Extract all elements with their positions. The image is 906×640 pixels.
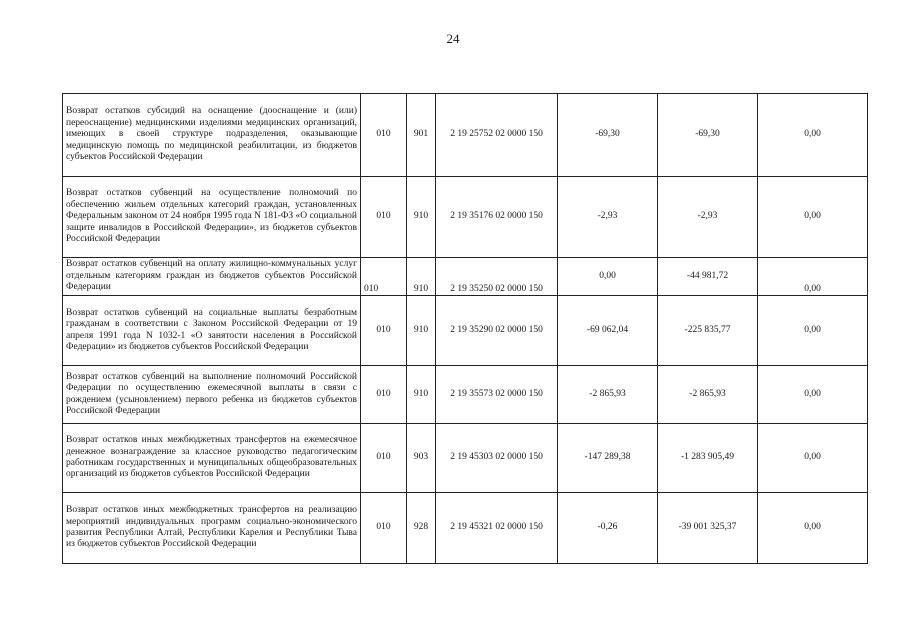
table-row: [63, 94, 868, 177]
section-code: 010: [361, 177, 407, 258]
budget-class-code: 2 19 35250 02 0000 150: [436, 258, 558, 296]
budget-class-code: 2 19 45303 02 0000 150: [436, 424, 558, 493]
table-row: [63, 296, 868, 366]
budget-class-code: 2 19 35176 02 0000 150: [436, 177, 558, 258]
amount-col2: -44 981,72: [658, 258, 758, 296]
section-code: 010: [361, 493, 407, 564]
amount-col2: -2 865,93: [658, 366, 758, 424]
row-description: Возврат остатков субвенций на оплату жилищно-коммунальных услуг отдельным категориям граждан из бюджетов субъектов Российской Федерации: [63, 258, 361, 296]
section-code: 010: [361, 366, 407, 424]
budget-class-code: 2 19 25752 02 0000 150: [436, 94, 558, 177]
row-description: Возврат остатков субсидий на оснащение (дооснащение и (или) переоснащение) медицинскими изделиями медицинских организаций, имеющих в своей структуре подразделения, оказывающие медицинскую помощь по медицинской реабилитации, из бюджетов субъектов Российской Федерации: [63, 94, 361, 177]
amount-col1: -2 865,93: [558, 366, 658, 424]
amount-col2: -225 835,77: [658, 296, 758, 366]
amount-col3: 0,00: [758, 424, 868, 493]
budget-class-code: 2 19 35573 02 0000 150: [436, 366, 558, 424]
amount-col2: -2,93: [658, 177, 758, 258]
amount-col1: -147 289,38: [558, 424, 658, 493]
section-code: 010: [361, 424, 407, 493]
amount-col1: -69 062,04: [558, 296, 658, 366]
amount-col1: -2,93: [558, 177, 658, 258]
row-description: Возврат остатков субвенций на осуществление полномочий по обеспечению жильем отдельных категорий граждан, установленных Федеральным законом от 24 ноября 1995 года N 181-ФЗ «О социальной защите инвалидов в Российской Федерации», из бюджетов субъектов Российской Федерации: [63, 177, 361, 258]
row-description: Возврат остатков иных межбюджетных трансфертов на реализацию мероприятий индивидуальных программ социально-экономического развития Республики Алтай, Республики Карелия и Республики Тыва из бюджетов субъектов Российской Федерации: [63, 493, 361, 564]
table-row: [63, 424, 868, 493]
admin-code: 910: [407, 258, 436, 296]
admin-code: 928: [407, 493, 436, 564]
row-description: Возврат остатков субвенций на социальные выплаты безработным гражданам в соответствии с Законом Российской Федерации от 19 апреля 1991 года N 1032-1 «О занятости населения в Российской Федерации» из бюджетов субъектов Российской Федерации: [63, 296, 361, 366]
table-row: [63, 258, 868, 296]
amount-col1: -0,26: [558, 493, 658, 564]
amount-col1: -69,30: [558, 94, 658, 177]
table-row: [63, 493, 868, 564]
amount-col3: 0,00: [758, 296, 868, 366]
page-number: 24: [446, 31, 460, 46]
section-code: 010: [361, 296, 407, 366]
amount-col3: 0,00: [758, 493, 868, 564]
amount-col3: 0,00: [758, 366, 868, 424]
table-row: [63, 366, 868, 424]
admin-code: 901: [407, 94, 436, 177]
admin-code: 910: [407, 366, 436, 424]
admin-code: 903: [407, 424, 436, 493]
admin-code: 910: [407, 177, 436, 258]
admin-code: 910: [407, 296, 436, 366]
budget-class-code: 2 19 35290 02 0000 150: [436, 296, 558, 366]
amount-col2: -1 283 905,49: [658, 424, 758, 493]
amount-col3: 0,00: [758, 177, 868, 258]
section-code: 010: [361, 258, 407, 296]
amount-col1: 0,00: [558, 258, 658, 296]
amount-col3: 0,00: [758, 94, 868, 177]
budget-class-code: 2 19 45321 02 0000 150: [436, 493, 558, 564]
row-description: Возврат остатков иных межбюджетных трансфертов на ежемесячное денежное вознаграждение за классное руководство педагогическим работникам государственных и муниципальных общеобразовательных организаций из бюджетов субъектов Российской Федерации: [63, 424, 361, 493]
budget-table: [62, 93, 868, 564]
section-code: 010: [361, 94, 407, 177]
table-row: [63, 177, 868, 258]
amount-col3: 0,00: [758, 258, 868, 296]
row-description: Возврат остатков субвенций на выполнение полномочий Российской Федерации по осуществлению ежемесячной выплаты в связи с рождением (усыновлением) первого ребенка из бюджетов субъектов Российской Федерации: [63, 366, 361, 424]
amount-col2: -69,30: [658, 94, 758, 177]
amount-col2: -39 001 325,37: [658, 493, 758, 564]
